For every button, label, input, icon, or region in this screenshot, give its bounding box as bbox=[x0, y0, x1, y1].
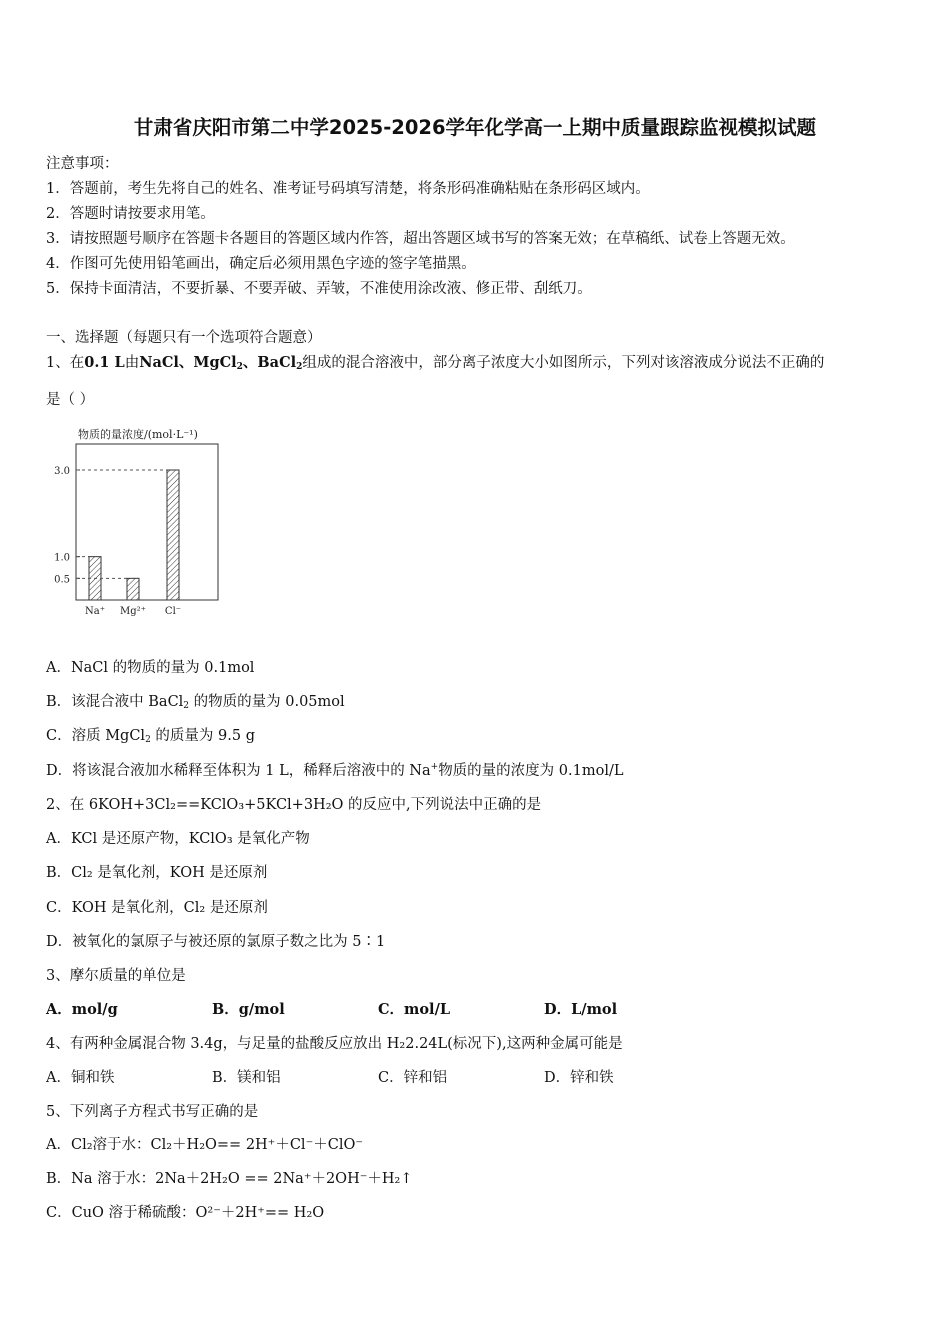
x-category-label: Cl⁻ bbox=[164, 606, 182, 617]
q1-option-a: A．NaCl 的物质的量为 0.1mol bbox=[46, 660, 255, 676]
q5-option-b: B．Na 溶于水：2Na＋2H₂O == 2Na⁺＋2OH⁻＋H₂↑ bbox=[46, 1171, 413, 1187]
q1-stem: 1、在0.1 L由NaCl、MgCl$_2$、BaCl$_2$组成的混合溶液中，部分离子浓度大小如图所示，下列对该溶液成分说法不正确的 bbox=[46, 354, 825, 372]
q1-option-c: C．溶质 MgCl$_2$ 的质量为 9.5 g bbox=[46, 728, 255, 745]
q2-option-b: B．Cl₂ 是氧化剂，KOH 是还原剂 bbox=[46, 865, 268, 881]
q1-stem-cont: 是（ ） bbox=[46, 392, 95, 408]
q2-option-a: A．KCl 是还原产物，KClO₃ 是氧化产物 bbox=[46, 831, 310, 847]
q2-stem: 2、在 6KOH+3Cl₂==KClO₃+5KCl+3H₂O 的反应中,下列说法中正确的是 bbox=[46, 797, 542, 813]
q2-option-c: C．KOH 是氧化剂，Cl₂ 是还原剂 bbox=[46, 900, 268, 916]
q3-stem: 3、摩尔质量的单位是 bbox=[46, 968, 186, 984]
q5-option-c: C．CuO 溶于稀硫酸：O²⁻＋2H⁺== H₂O bbox=[46, 1205, 325, 1221]
concentration-bar-chart bbox=[50, 420, 250, 625]
y-tick-label: 1.0 bbox=[54, 552, 70, 564]
note-item: 5．保持卡面清洁，不要折暴、不要弄破、弄皱，不准使用涂改液、修正带、刮纸刀。 bbox=[46, 281, 592, 297]
q5-option-a: A．Cl₂溶于水：Cl₂＋H₂O== 2H⁺＋Cl⁻＋ClO⁻ bbox=[46, 1137, 363, 1153]
q1-option-b: B．该混合液中 BaCl$_2$ 的物质的量为 0.05mol bbox=[46, 694, 345, 711]
section-heading: 一、选择题（每题只有一个选项符合题意） bbox=[46, 330, 322, 346]
q3-options: A．mol/g B．g/mol C．mol/L D．L/mol bbox=[46, 1001, 618, 1018]
y-tick-label: 3.0 bbox=[54, 466, 70, 477]
x-category-label: Na⁺ bbox=[85, 606, 105, 617]
chart-title: 物质的量浓度/(mol·L⁻¹) bbox=[78, 428, 198, 441]
notes-heading: 注意事项： bbox=[46, 156, 119, 172]
page-title: 甘肃省庆阳市第二中学2025-2026学年化学高一上期中质量跟踪监视模拟试题 bbox=[133, 116, 817, 139]
y-tick-label: 0.5 bbox=[54, 574, 70, 586]
bar bbox=[167, 470, 179, 600]
bar bbox=[127, 578, 139, 600]
q5-stem: 5、下列离子方程式书写正确的是 bbox=[46, 1104, 259, 1120]
x-category-label: Mg²⁺ bbox=[120, 606, 146, 617]
q2-option-d: D．被氧化的氯原子与被还原的氯原子数之比为 5∶1 bbox=[46, 934, 386, 950]
note-item: 2．答题时请按要求用笔。 bbox=[46, 206, 215, 222]
q1-option-d: D．将该混合液加水稀释至体积为 1 L，稀释后溶液中的 Na+物质的量的浓度为 0.1mol/L bbox=[46, 762, 624, 779]
note-item: 1．答题前，考生先将自己的姓名、准考证号码填写清楚，将条形码准确粘贴在条形码区域内。 bbox=[46, 181, 650, 197]
q4-stem: 4、有两种金属混合物 3.4g，与足量的盐酸反应放出 H₂2.24L(标况下),这两种金属可能是 bbox=[46, 1036, 623, 1052]
q4-options: A．铜和铁 B．镁和铝 C．锌和铝 D．锌和铁 bbox=[46, 1070, 614, 1086]
note-item: 3．请按照题号顺序在答题卡各题目的答题区域内作答，超出答题区域书写的答案无效；在草稿纸、试卷上答题无效。 bbox=[46, 231, 795, 247]
note-item: 4．作图可先使用铅笔画出，确定后必须用黑色字迹的签字笔描黑。 bbox=[46, 256, 476, 272]
